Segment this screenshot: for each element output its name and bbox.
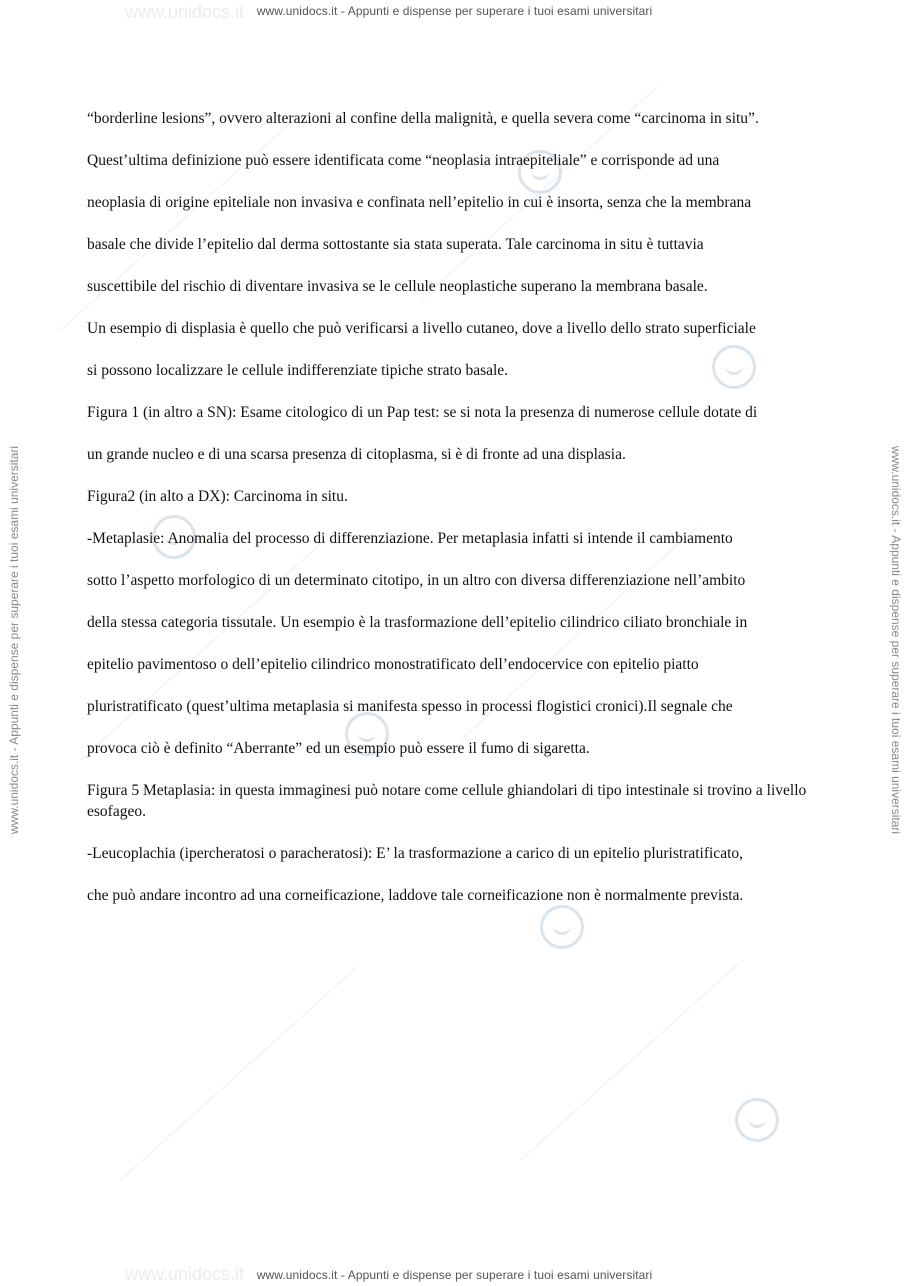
- watermark-logo-icon: [735, 1098, 779, 1142]
- paragraph: -Metaplasie: Anomalia del processo di differenziazione. Per metaplasia infatti si intende il cambiamento: [87, 530, 733, 547]
- paragraph: della stessa categoria tissutale. Un esempio è la trasformazione dell’epitelio cilindrico ciliato bronchiale in: [87, 614, 748, 631]
- paragraph: Un esempio di displasia è quello che può verificarsi a livello cutaneo, dove a livello dello strato superficiale: [87, 320, 756, 337]
- paragraph: basale che divide l’epitelio dal derma sottostante sia stata superata. Tale carcinoma in situ è tuttavia: [87, 236, 704, 253]
- footer-watermark: www.unidocs.it - Appunti e dispense per superare i tuoi esami universitari: [256, 1268, 653, 1282]
- ghost-watermark-bottom: www.unidocs.it: [125, 1264, 245, 1284]
- watermark-diagonal-line: [520, 959, 744, 1160]
- paragraph: sotto l’aspetto morfologico di un determinato citotipo, in un altro con diversa differenziazione nell’ambito: [87, 572, 746, 589]
- paragraph: epitelio pavimentoso o dell’epitelio cilindrico monostratificato dell’endocervice con epitelio piatto: [87, 656, 699, 673]
- header-watermark: www.unidocs.it - Appunti e dispense per superare i tuoi esami universitari: [256, 4, 653, 18]
- paragraph: neoplasia di origine epiteliale non invasiva e confinata nell’epitelio in cui è insorta, senza che la membrana: [87, 194, 752, 211]
- paragraph: -Leucoplachia (ipercheratosi o paracheratosi): E’ la trasformazione a carico di un epitelio pluristratificato,: [87, 845, 744, 862]
- paragraph: provoca ciò è definito “Aberrante” ed un esempio può essere il fumo di sigaretta.: [87, 740, 590, 757]
- paragraph: che può andare incontro ad una corneificazione, laddove tale corneificazione non è normalmente prevista.: [87, 887, 744, 904]
- paragraph: un grande nucleo e di una scarsa presenza di citoplasma, si è di fronte ad una displasia.: [87, 446, 626, 463]
- side-watermark-left: www.unidocs.it - Appunti e dispense per superare i tuoi esami universitari: [7, 445, 21, 835]
- paragraph: si possono localizzare le cellule indifferenziate tipiche strato basale.: [87, 362, 509, 379]
- paragraph: Figura 1 (in altro a SN): Esame citologico di un Pap test: se si nota la presenza di numerose cellule dotate di: [87, 404, 758, 421]
- document-body: [87, 108, 822, 927]
- ghost-watermark-top: www.unidocs.it: [125, 2, 245, 22]
- paragraph: pluristratificato (quest’ultima metaplasia si manifesta spesso in processi flogistici cronici).Il segnale che: [87, 698, 733, 715]
- paragraph: Quest’ultima definizione può essere identificata come “neoplasia intraepiteliale” e corrisponde ad una: [87, 152, 720, 169]
- side-watermark-right: www.unidocs.it - Appunti e dispense per superare i tuoi esami universitari: [889, 445, 903, 835]
- watermark-diagonal-line: [120, 966, 358, 1181]
- paragraph: “borderline lesions”, ovvero alterazioni al confine della malignità, e quella severa come “carcinoma in situ”.: [87, 110, 759, 127]
- paragraph: suscettibile del rischio di diventare invasiva se le cellule neoplastiche superano la membrana basale.: [87, 278, 708, 295]
- paragraph: Figura2 (in alto a DX): Carcinoma in situ.: [87, 488, 348, 505]
- paragraph: Figura 5 Metaplasia: in questa immaginesi può notare come cellule ghiandolari di tipo intestinale si trovino a livello esofageo.: [87, 782, 807, 820]
